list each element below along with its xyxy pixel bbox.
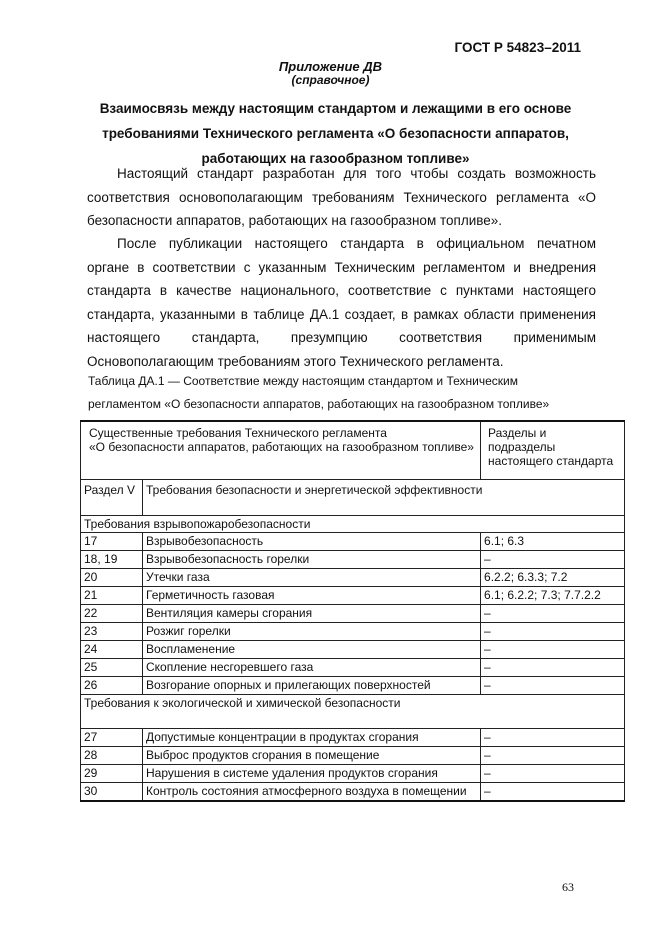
row-requirement: Розжиг горелки: [143, 623, 481, 641]
table-row: [81, 605, 625, 623]
group-heading: Требования к экологической и химической безопасности: [81, 695, 625, 729]
row-reference: –: [481, 659, 625, 677]
header-left-line: Существенные требования Технического регламента: [89, 426, 387, 440]
row-requirement: Вентиляция камеры сгорания: [143, 605, 481, 623]
row-reference: –: [481, 747, 625, 765]
section-title-line: работающих на газообразном топливе»: [201, 151, 470, 166]
row-requirement: Утечки газа: [143, 569, 481, 587]
header-right-line: подразделы: [488, 440, 556, 454]
table-row: [81, 729, 625, 747]
table-header-row: [81, 421, 625, 480]
row-reference: –: [481, 551, 625, 569]
row-number: 26: [81, 677, 143, 695]
paragraph-line: После публикации настоящего стандарта в официальном печатном: [117, 236, 596, 251]
paragraph-line: соответствия основополагающим требованиям Технического регламента «О: [87, 189, 596, 205]
row-reference: –: [481, 641, 625, 659]
row-requirement: Возгорание опорных и прилегающих поверхностей: [143, 677, 481, 695]
paragraph-line: стандарта, указанными в таблице ДА.1 создает, в рамках области применения: [87, 306, 596, 322]
table-row: [81, 659, 625, 677]
table-group-row: [81, 516, 625, 533]
row-number: 17: [81, 533, 143, 551]
section-title: [90, 96, 581, 171]
row-reference: –: [481, 623, 625, 641]
table-group-row: [81, 695, 625, 729]
section-number: Раздел V: [81, 480, 143, 516]
row-number: 22: [81, 605, 143, 623]
table-row: [81, 587, 625, 605]
row-number: 25: [81, 659, 143, 677]
row-number: 21: [81, 587, 143, 605]
row-number: 20: [81, 569, 143, 587]
paragraph-publication: [87, 232, 596, 373]
section-title-line: Взаимосвязь между настоящим стандартом и лежащими в его основе: [99, 101, 572, 116]
paragraph-intro: [87, 162, 596, 233]
paragraph-line: Настоящий стандарт разработан для того чтобы создать возможность: [117, 166, 596, 181]
appendix-title: Приложение ДВ: [278, 59, 383, 74]
standard-code: ГОСТ Р 54823–2011: [454, 40, 581, 55]
table-row: [81, 641, 625, 659]
row-reference: 6.1; 6.3: [481, 533, 625, 551]
row-requirement: Герметичность газовая: [143, 587, 481, 605]
group-heading: Требования взрывопожаробезопасности: [81, 516, 625, 533]
appendix-subtitle: (справочное): [291, 73, 370, 87]
row-requirement: Нарушения в системе удаления продуктов сгорания: [143, 765, 481, 783]
row-number: 28: [81, 747, 143, 765]
header-right-line: Разделы и: [488, 426, 547, 440]
table-row: [81, 783, 625, 802]
paragraph-line: стандарта в качестве национального, соответствие с пунктами настоящего: [87, 283, 596, 298]
header-right-line: настоящего стандарта: [488, 454, 614, 468]
row-requirement: Воспламенение: [143, 641, 481, 659]
section-text: Требования безопасности и энергетической эффективности: [143, 480, 625, 516]
row-number: 18, 19: [81, 551, 143, 569]
row-reference: 6.2.2; 6.3.3; 7.2: [481, 569, 625, 587]
table-row: [81, 569, 625, 587]
table-caption-line: Таблица ДА.1 — Соответствие между настоящим стандартом и Техническим: [88, 374, 518, 388]
paragraph-line: безопасности аппаратов, работающих на газообразном топливе».: [87, 213, 503, 228]
table-row: [81, 551, 625, 569]
paragraph-line: настоящего стандарта, презумпцию соответствия применимым: [87, 330, 596, 345]
table-section-row: [81, 480, 625, 516]
header-sections: [481, 421, 625, 480]
row-requirement: Контроль состояния атмосферного воздуха в помещении: [143, 783, 481, 802]
row-reference: 6.1; 6.2.2; 7.3; 7.7.2.2: [481, 587, 625, 605]
page-number: 63: [562, 880, 574, 894]
row-number: 30: [81, 783, 143, 802]
row-reference: –: [481, 677, 625, 695]
table-row: [81, 765, 625, 783]
row-requirement: Взрывобезопасность: [143, 533, 481, 551]
requirements-table: [80, 420, 625, 802]
row-reference: –: [481, 765, 625, 783]
row-number: 23: [81, 623, 143, 641]
table-row: [81, 677, 625, 695]
header-left-line: «О безопасности аппаратов, работающих на газообразном топливе»: [89, 440, 474, 454]
table-caption-line: регламентом «О безопасности аппаратов, работающих на газообразном топливе»: [88, 397, 550, 411]
row-requirement: Взрывобезопасность горелки: [143, 551, 481, 569]
row-reference: –: [481, 729, 625, 747]
row-number: 24: [81, 641, 143, 659]
row-reference: –: [481, 605, 625, 623]
header-requirements: [81, 421, 481, 480]
row-reference: –: [481, 783, 625, 802]
paragraph-line: органе в соответствии с указанным Техническим регламентом и внедрения: [87, 259, 596, 275]
paragraph-line: Основополагающим требованиям этого Технического регламента.: [87, 353, 504, 369]
table-row: [81, 533, 625, 551]
row-number: 29: [81, 765, 143, 783]
table-caption: [88, 370, 598, 416]
row-number: 27: [81, 729, 143, 747]
row-requirement: Допустимые концентрации в продуктах сгорания: [143, 729, 481, 747]
row-requirement: Выброс продуктов сгорания в помещение: [143, 747, 481, 765]
table-row: [81, 623, 625, 641]
section-title-line: требованиями Технического регламента «О безопасности аппаратов,: [102, 126, 569, 141]
table-row: [81, 747, 625, 765]
row-requirement: Скопление несгоревшего газа: [143, 659, 481, 677]
